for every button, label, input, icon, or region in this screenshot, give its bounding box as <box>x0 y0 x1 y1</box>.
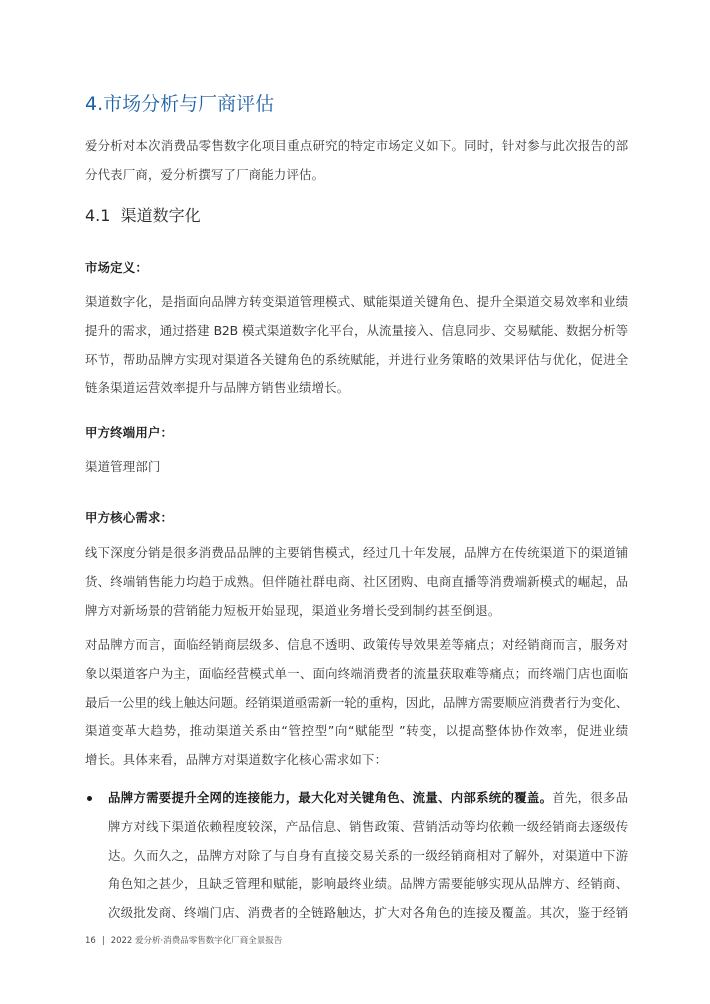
bullet-dot-icon <box>87 796 92 801</box>
bullet-line <box>108 784 628 813</box>
bullet-line: 次级批发商、终端门店、消费者的全链路触达，扩大对各角色的连接及覆盖。其次，鉴于经销 <box>108 905 628 921</box>
core-needs-line: 最后一公里的线上触达问题。经销渠道亟需新一轮的重构，因此，品牌方需要顺应消费者行为变化、 <box>85 694 628 710</box>
section-title: 4.市场分析与厂商评估 <box>85 93 275 115</box>
core-needs-line: 增长。具体来看，品牌方对渠道数字化核心需求如下： <box>85 752 388 768</box>
core-needs-bullet-list <box>85 784 628 928</box>
intro-line: 分代表厂商，爱分析撰写了厂商能力评估。 <box>85 166 325 182</box>
bullet-line: 牌方对线下渠道依赖程度较深，产品信息、销售政策、营销活动等均依赖一级经销商去逐级传 <box>108 818 628 834</box>
subsection-title: 4.1 渠道数字化 <box>85 206 201 225</box>
intro-paragraph <box>85 132 628 190</box>
core-needs-line: 渠道变革大趋势，推动渠道关系由“管控型”向“赋能型 ”转变，以提高整体协作效率，促进业绩 <box>85 723 628 739</box>
core-needs-line: 货、终端销售能力均趋于成熟。但伴随社群电商、社区团购、电商直播等消费端新模式的崛起，品 <box>85 573 628 589</box>
market-definition-line: 环节，帮助品牌方实现对渠道各关键角色的系统赋能，并进行业务策略的效果评估与优化，促进全 <box>85 351 628 367</box>
core-needs-line: 对品牌方而言，面临经销商层级多、信息不透明、政策传导效果差等痛点；对经销商而言，服务对 <box>85 637 628 652</box>
page-number: 16 <box>85 936 96 946</box>
bullet-bold-lead: 品牌方需要提升全网的连接能力，最大化对关键角色、流量、内部系统的覆盖。 <box>108 790 553 805</box>
end-users-value: 渠道管理部门 <box>85 459 161 474</box>
bullet-line: 达。久而久之，品牌方对除了与自身有直接交易关系的一级经销商相对了解外，对渠道中下游 <box>108 847 628 863</box>
market-definition-label: 市场定义： <box>85 260 148 275</box>
intro-line: 爱分析对本次消费品零售数字化项目重点研究的特定市场定义如下。同时，针对参与此次报告的部 <box>85 138 628 153</box>
core-needs-label: 甲方核心需求： <box>85 510 174 525</box>
market-definition-line: 链条渠道运营效率提升与品牌方销售业绩增长。 <box>85 380 350 396</box>
market-definition-line: 提升的需求，通过搭建 B2B 模式渠道数字化平台，从流量接入、信息同步、交易赋能、数据分析等 <box>85 322 628 338</box>
footer-separator: | <box>101 936 105 946</box>
end-users-paragraph <box>85 453 628 482</box>
market-definition-line: 渠道数字化，是指面向品牌方转变渠道管理模式、赋能渠道关键角色、提升全渠道交易效率和业绩 <box>85 294 628 309</box>
core-needs-paragraph-2 <box>85 631 628 775</box>
end-users-label: 甲方终端用户： <box>85 425 174 440</box>
core-needs-line: 线下深度分销是很多消费品品牌的主要销售模式，经过几十年发展，品牌方在传统渠道下的渠道铺 <box>85 545 628 560</box>
bullet-line: 角色知之甚少，且缺乏管理和赋能，影响最终业绩。品牌方需要能够实现从品牌方、经销商、 <box>108 876 628 892</box>
core-needs-paragraph-1 <box>85 539 628 625</box>
footer-report-title: 2022 爱分析·消费品零售数字化厂商全景报告 <box>110 936 283 946</box>
bullet-first-line-rest: 首先，很多品 <box>552 790 628 805</box>
market-definition-paragraph <box>85 288 628 403</box>
bullet-text <box>108 784 628 928</box>
core-needs-line: 牌方对新场景的营销能力短板开始显现，渠道业务增长受到制约甚至倒退。 <box>85 602 501 618</box>
core-needs-line: 象以渠道客户为主，面临经营模式单一、面向终端消费者的流量获取难等痛点；而终端门店也面临 <box>85 665 628 681</box>
page-footer <box>85 935 282 947</box>
bullet-item <box>85 784 628 928</box>
